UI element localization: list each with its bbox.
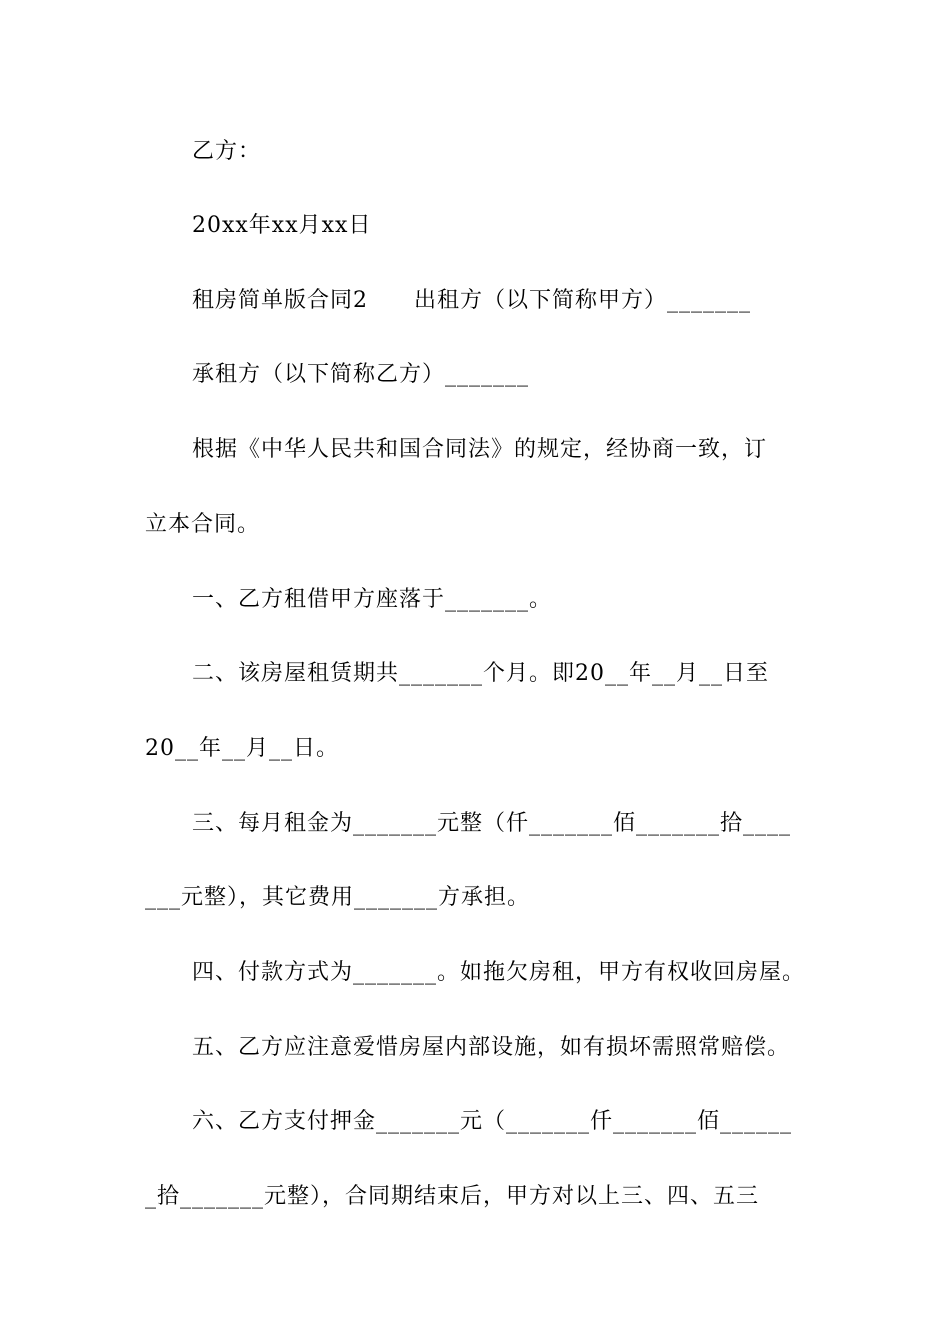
- preamble-line-2: 立本合同。: [145, 512, 261, 537]
- clause-2-line-1: 二、该房屋租赁期共_______个月。即20__年__月__日至: [192, 661, 769, 686]
- clause-3-line-2: ___元整），其它费用_______方承担。: [145, 885, 531, 910]
- clause-6-line-1: 六、乙方支付押金_______元（_______仟_______佰______: [192, 1109, 793, 1134]
- clause-6-line-2: _拾_______元整），合同期结束后，甲方对以上三、四、五三: [145, 1184, 760, 1209]
- date-line: 20xx年xx月xx日: [192, 213, 372, 238]
- lessee-line: 承租方（以下简称乙方）_______: [192, 362, 530, 387]
- preamble-line-1: 根据《中华人民共和国合同法》的规定，经协商一致，订: [192, 437, 768, 462]
- clause-3-line-1: 三、每月租金为_______元整（仟_______佰_______拾____: [192, 811, 792, 836]
- party-b-label: 乙方：: [192, 139, 262, 164]
- clause-1: 一、乙方租借甲方座落于_______。: [192, 587, 553, 612]
- clause-4: 四、付款方式为_______。如拖欠房租，甲方有权收回房屋。: [192, 960, 806, 985]
- clause-2-line-2: 20__年__月__日。: [145, 736, 339, 761]
- clause-5: 五、乙方应注意爱惜房屋内部设施，如有损坏需照常赔偿。: [192, 1035, 791, 1060]
- contract-title-line: 租房简单版合同2 出租方（以下简称甲方）_______: [192, 288, 751, 313]
